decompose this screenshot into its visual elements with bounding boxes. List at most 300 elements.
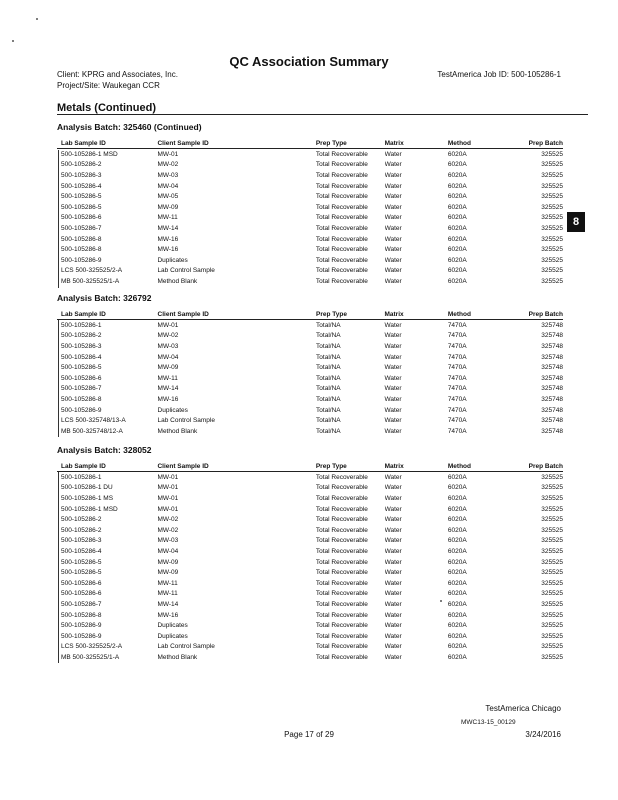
cell-lab-sample-id: 500-105286-6 xyxy=(61,579,102,587)
batch-table xyxy=(57,309,563,437)
cell-lab-sample-id: MB 500-325525/1-A xyxy=(61,277,120,285)
cell-prep-type: Total Recoverable xyxy=(315,246,368,254)
cell-method: 6020A xyxy=(447,214,467,222)
cell-lab-sample-id: 500-105286-6 xyxy=(61,590,102,598)
cell-lab-sample-id: 500-105286-5 xyxy=(61,558,102,566)
cell-prep-type: Total Recoverable xyxy=(315,494,368,502)
cell-client-sample-id: MW-01 xyxy=(157,484,179,492)
cell-prep-batch: 325525 xyxy=(541,203,563,211)
batch-title: Analysis Batch: 325460 (Continued) xyxy=(57,122,202,132)
cell-matrix: Water xyxy=(384,203,402,211)
cell-client-sample-id: MW-01 xyxy=(157,505,179,513)
cell-method: 7470A xyxy=(447,374,467,382)
cell-matrix: Water xyxy=(384,150,402,158)
cell-method: 7470A xyxy=(447,385,467,393)
cell-prep-type: Total Recoverable xyxy=(315,256,368,264)
column-header-lab-sample-id: Lab Sample ID xyxy=(57,309,158,320)
column-header-prep-batch: Prep Batch xyxy=(511,138,563,149)
cell-method: 7470A xyxy=(447,353,467,361)
cell-client-sample-id: MW-04 xyxy=(157,353,179,361)
cell-client-sample-id: MW-16 xyxy=(157,611,179,619)
cell-lab-sample-id: LCS 500-325525/2-A xyxy=(61,267,123,275)
cell-client-sample-id: MW-11 xyxy=(157,590,178,598)
cell-lab-sample-id: LCS 500-325748/13-A xyxy=(61,417,126,425)
cell-method: 6020A xyxy=(447,473,467,481)
cell-prep-batch: 325525 xyxy=(541,246,563,254)
scan-speck xyxy=(12,40,14,42)
column-header-method: Method xyxy=(448,309,511,320)
cell-prep-type: Total Recoverable xyxy=(315,224,368,232)
cell-client-sample-id: MW-09 xyxy=(157,364,179,372)
cell-client-sample-id: Duplicates xyxy=(157,406,188,414)
cell-prep-batch: 325525 xyxy=(541,526,563,534)
cell-prep-type: Total Recoverable xyxy=(315,611,368,619)
cell-client-sample-id: MW-03 xyxy=(157,171,179,179)
table-row xyxy=(57,631,563,642)
cell-method: 6020A xyxy=(447,547,467,555)
cell-lab-sample-id: 500-105286-3 xyxy=(61,342,102,350)
cell-prep-batch: 325748 xyxy=(541,427,563,435)
cell-prep-batch: 325525 xyxy=(541,267,563,275)
table-row xyxy=(57,599,563,610)
cell-prep-batch: 325525 xyxy=(541,611,563,619)
cell-prep-type: Total Recoverable xyxy=(315,214,368,222)
cell-lab-sample-id: 500-105286-4 xyxy=(61,547,102,555)
cell-matrix: Water xyxy=(384,473,402,481)
batch-table xyxy=(57,138,563,287)
cell-client-sample-id: MW-14 xyxy=(157,600,179,608)
cell-lab-sample-id: 500-105286-2 xyxy=(61,161,102,169)
column-header-prep-batch: Prep Batch xyxy=(511,461,563,472)
project-site: Project/Site: Waukegan CCR xyxy=(57,81,160,90)
cell-prep-batch: 325525 xyxy=(541,473,563,481)
cell-client-sample-id: MW-14 xyxy=(157,224,179,232)
scan-speck xyxy=(440,600,442,602)
cell-prep-batch: 325525 xyxy=(541,643,563,651)
cell-client-sample-id: MW-11 xyxy=(157,374,178,382)
cell-lab-sample-id: 500-105286-8 xyxy=(61,235,102,243)
cell-method: 6020A xyxy=(447,277,467,285)
cell-client-sample-id: Method Blank xyxy=(157,277,198,285)
cell-method: 7470A xyxy=(447,364,467,372)
cell-matrix: Water xyxy=(384,537,402,545)
cell-prep-type: Total Recoverable xyxy=(315,579,368,587)
cell-prep-batch: 325525 xyxy=(541,256,563,264)
cell-prep-type: Total Recoverable xyxy=(315,182,368,190)
cell-matrix: Water xyxy=(384,484,402,492)
cell-matrix: Water xyxy=(384,505,402,513)
table-row xyxy=(57,514,563,525)
column-header-client-sample-id: Client Sample ID xyxy=(157,461,315,472)
cell-prep-batch: 325525 xyxy=(541,193,563,201)
cell-client-sample-id: Lab Control Sample xyxy=(157,643,215,651)
cell-method: 7470A xyxy=(447,321,467,329)
cell-prep-type: Total Recoverable xyxy=(315,526,368,534)
cell-matrix: Water xyxy=(384,256,402,264)
cell-prep-batch: 325525 xyxy=(541,516,563,524)
cell-matrix: Water xyxy=(384,235,402,243)
cell-method: 6020A xyxy=(447,171,467,179)
cell-prep-type: Total Recoverable xyxy=(315,590,368,598)
table-header-row xyxy=(57,138,563,149)
cell-lab-sample-id: 500-105286-8 xyxy=(61,611,102,619)
cell-matrix: Water xyxy=(384,406,402,414)
cell-lab-sample-id: 500-105286-4 xyxy=(61,353,102,361)
cell-client-sample-id: MW-01 xyxy=(157,494,179,502)
column-header-method: Method xyxy=(448,138,511,149)
cell-prep-type: Total Recoverable xyxy=(315,547,368,555)
table-row xyxy=(57,202,563,213)
cell-client-sample-id: MW-16 xyxy=(157,395,179,403)
table-row xyxy=(57,483,563,494)
cell-prep-type: Total/NA xyxy=(316,364,341,372)
batch-table xyxy=(57,461,563,663)
cell-method: 6020A xyxy=(447,267,467,275)
cell-client-sample-id: MW-14 xyxy=(157,385,179,393)
cell-prep-batch: 325748 xyxy=(541,395,563,403)
cell-method: 6020A xyxy=(447,246,467,254)
cell-prep-type: Total/NA xyxy=(316,374,341,382)
cell-matrix: Water xyxy=(384,427,402,435)
table-row xyxy=(57,472,563,483)
cell-matrix: Water xyxy=(384,385,402,393)
cell-prep-batch: 325748 xyxy=(541,353,563,361)
cell-method: 6020A xyxy=(447,526,467,534)
cell-prep-batch: 325748 xyxy=(541,385,563,393)
cell-prep-batch: 325525 xyxy=(541,632,563,640)
table-row xyxy=(57,341,563,352)
cell-client-sample-id: MW-09 xyxy=(157,558,179,566)
table-row xyxy=(57,234,563,245)
cell-matrix: Water xyxy=(384,364,402,372)
table-row xyxy=(57,620,563,631)
table-row xyxy=(57,160,563,171)
cell-matrix: Water xyxy=(384,277,402,285)
cell-prep-batch: 325525 xyxy=(541,277,563,285)
cell-method: 6020A xyxy=(447,516,467,524)
cell-method: 7470A xyxy=(447,417,467,425)
cell-lab-sample-id: 500-105286-5 xyxy=(61,203,102,211)
column-header-prep-type: Prep Type xyxy=(316,138,385,149)
cell-method: 6020A xyxy=(447,224,467,232)
cell-matrix: Water xyxy=(384,494,402,502)
table-row xyxy=(57,331,563,342)
column-header-matrix: Matrix xyxy=(385,138,448,149)
cell-method: 6020A xyxy=(447,611,467,619)
cell-matrix: Water xyxy=(384,590,402,598)
table-row xyxy=(57,223,563,234)
cell-prep-type: Total/NA xyxy=(316,427,341,435)
cell-prep-type: Total Recoverable xyxy=(315,150,368,158)
cell-prep-type: Total Recoverable xyxy=(315,267,368,275)
table-row xyxy=(57,394,563,405)
column-header-client-sample-id: Client Sample ID xyxy=(158,309,317,320)
cell-prep-batch: 325748 xyxy=(541,321,563,329)
page-number: Page 17 of 29 xyxy=(284,730,334,739)
cell-prep-batch: 325525 xyxy=(541,653,563,661)
cell-prep-type: Total Recoverable xyxy=(315,505,368,513)
cell-lab-sample-id: 500-105286-8 xyxy=(61,246,102,254)
table-row xyxy=(57,578,563,589)
cell-client-sample-id: MW-11 xyxy=(157,579,178,587)
cell-client-sample-id: Lab Control Sample xyxy=(157,417,215,425)
cell-lab-sample-id: 500-105286-1 xyxy=(61,473,102,481)
cell-prep-batch: 325748 xyxy=(541,342,563,350)
cell-method: 6020A xyxy=(447,632,467,640)
column-header-method: Method xyxy=(448,461,511,472)
cell-method: 6020A xyxy=(447,569,467,577)
cell-lab-sample-id: 500-105286-8 xyxy=(61,395,102,403)
table-row xyxy=(57,493,563,504)
cell-method: 7470A xyxy=(447,342,467,350)
cell-matrix: Water xyxy=(384,600,402,608)
section-title: Metals (Continued) xyxy=(57,102,156,114)
table-row xyxy=(57,652,563,663)
footer-company: TestAmerica Chicago xyxy=(485,704,561,713)
cell-method: 7470A xyxy=(447,427,467,435)
table-header-row xyxy=(57,461,563,472)
cell-lab-sample-id: 500-105286-7 xyxy=(61,385,102,393)
cell-prep-batch: 325525 xyxy=(541,224,563,232)
cell-prep-type: Total Recoverable xyxy=(315,622,368,630)
cell-lab-sample-id: MB 500-325525/1-A xyxy=(61,653,120,661)
cell-lab-sample-id: 500-105286-4 xyxy=(61,182,102,190)
cell-matrix: Water xyxy=(384,417,402,425)
cell-lab-sample-id: 500-105286-1 xyxy=(61,321,102,329)
cell-method: 6020A xyxy=(447,590,467,598)
cell-client-sample-id: MW-01 xyxy=(157,150,179,158)
cell-prep-batch: 325525 xyxy=(541,214,563,222)
table-row xyxy=(57,181,563,192)
table-row xyxy=(57,244,563,255)
table-row xyxy=(57,320,563,331)
cell-matrix: Water xyxy=(384,632,402,640)
cell-method: 6020A xyxy=(447,150,467,158)
cell-prep-type: Total/NA xyxy=(316,353,341,361)
cell-matrix: Water xyxy=(384,224,402,232)
cell-lab-sample-id: 500-105286-5 xyxy=(61,569,102,577)
cell-client-sample-id: MW-16 xyxy=(157,246,179,254)
cell-prep-batch: 325525 xyxy=(541,161,563,169)
cell-method: 6020A xyxy=(447,505,467,513)
cell-lab-sample-id: 500-105286-9 xyxy=(61,632,102,640)
cell-method: 6020A xyxy=(447,494,467,502)
cell-lab-sample-id: 500-105286-9 xyxy=(61,622,102,630)
cell-matrix: Water xyxy=(384,353,402,361)
cell-prep-batch: 325748 xyxy=(541,364,563,372)
cell-method: 6020A xyxy=(447,193,467,201)
cell-lab-sample-id: 500-105286-3 xyxy=(61,171,102,179)
table-row xyxy=(57,266,563,277)
cell-client-sample-id: MW-04 xyxy=(157,547,179,555)
cell-client-sample-id: MW-03 xyxy=(157,342,179,350)
table-header-row xyxy=(57,309,563,320)
cell-matrix: Water xyxy=(384,579,402,587)
cell-lab-sample-id: MB 500-325748/12-A xyxy=(61,427,123,435)
cell-prep-batch: 325525 xyxy=(541,235,563,243)
cell-client-sample-id: MW-09 xyxy=(157,203,179,211)
cell-prep-type: Total Recoverable xyxy=(315,473,368,481)
column-header-lab-sample-id: Lab Sample ID xyxy=(57,138,157,149)
page-title: QC Association Summary xyxy=(229,54,389,69)
cell-prep-batch: 325525 xyxy=(541,622,563,630)
table-row xyxy=(57,589,563,600)
cell-client-sample-id: MW-01 xyxy=(157,321,179,329)
cell-lab-sample-id: 500-105286-6 xyxy=(61,214,102,222)
cell-prep-type: Total Recoverable xyxy=(315,643,368,651)
table-row xyxy=(57,610,563,621)
cell-prep-batch: 325525 xyxy=(541,590,563,598)
cell-prep-batch: 325525 xyxy=(541,600,563,608)
cell-prep-batch: 325525 xyxy=(541,558,563,566)
cell-matrix: Water xyxy=(384,246,402,254)
table-row xyxy=(57,557,563,568)
cell-client-sample-id: Duplicates xyxy=(157,632,188,640)
cell-matrix: Water xyxy=(384,332,402,340)
cell-prep-batch: 325525 xyxy=(541,150,563,158)
batch-title: Analysis Batch: 328052 xyxy=(57,445,152,455)
job-id: TestAmerica Job ID: 500-105286-1 xyxy=(437,70,561,79)
cell-matrix: Water xyxy=(384,342,402,350)
table-row xyxy=(57,384,563,395)
table-row xyxy=(57,567,563,578)
cell-prep-batch: 325525 xyxy=(541,547,563,555)
cell-matrix: Water xyxy=(384,611,402,619)
cell-matrix: Water xyxy=(384,321,402,329)
cell-client-sample-id: Method Blank xyxy=(157,653,198,661)
cell-prep-type: Total Recoverable xyxy=(315,600,368,608)
table-row xyxy=(57,255,563,266)
cell-matrix: Water xyxy=(384,214,402,222)
cell-client-sample-id: Duplicates xyxy=(157,256,188,264)
cell-matrix: Water xyxy=(384,547,402,555)
cell-prep-type: Total/NA xyxy=(316,406,341,414)
cell-prep-type: Total/NA xyxy=(316,321,341,329)
cell-client-sample-id: MW-02 xyxy=(157,332,179,340)
cell-prep-batch: 325525 xyxy=(541,171,563,179)
table-row xyxy=(57,504,563,515)
column-header-lab-sample-id: Lab Sample ID xyxy=(57,461,157,472)
table-row xyxy=(57,536,563,547)
cell-matrix: Water xyxy=(384,267,402,275)
cell-prep-type: Total/NA xyxy=(316,395,341,403)
cell-prep-batch: 325525 xyxy=(541,182,563,190)
cell-prep-type: Total/NA xyxy=(316,342,341,350)
table-row xyxy=(57,373,563,384)
cell-client-sample-id: MW-11 xyxy=(157,214,178,222)
cell-prep-type: Total Recoverable xyxy=(315,235,368,243)
cell-client-sample-id: MW-05 xyxy=(157,193,179,201)
cell-lab-sample-id: 500-105286-1 MSD xyxy=(61,150,118,158)
cell-lab-sample-id: 500-105286-2 xyxy=(61,516,102,524)
table-row xyxy=(57,415,563,426)
cell-lab-sample-id: 500-105286-5 xyxy=(61,193,102,201)
table-row xyxy=(57,191,563,202)
table-row xyxy=(57,642,563,653)
cell-prep-batch: 325525 xyxy=(541,537,563,545)
cell-method: 6020A xyxy=(447,537,467,545)
cell-client-sample-id: MW-01 xyxy=(157,473,179,481)
cell-method: 6020A xyxy=(447,161,467,169)
cell-prep-batch: 325525 xyxy=(541,494,563,502)
cell-matrix: Water xyxy=(384,622,402,630)
cell-method: 6020A xyxy=(447,484,467,492)
cell-matrix: Water xyxy=(384,653,402,661)
cell-matrix: Water xyxy=(384,643,402,651)
table-row xyxy=(57,170,563,181)
cell-prep-type: Total Recoverable xyxy=(315,203,368,211)
cell-matrix: Water xyxy=(384,171,402,179)
cell-matrix: Water xyxy=(384,395,402,403)
column-header-matrix: Matrix xyxy=(384,309,447,320)
cell-method: 7470A xyxy=(447,332,467,340)
cell-matrix: Water xyxy=(384,569,402,577)
cell-lab-sample-id: 500-105286-7 xyxy=(61,600,102,608)
cell-lab-sample-id: LCS 500-325525/2-A xyxy=(61,643,123,651)
cell-prep-type: Total Recoverable xyxy=(315,193,368,201)
margin-bracket xyxy=(58,472,62,663)
cell-method: 6020A xyxy=(447,235,467,243)
cell-lab-sample-id: 500-105286-6 xyxy=(61,374,102,382)
cell-method: 6020A xyxy=(447,256,467,264)
cell-prep-batch: 325748 xyxy=(541,374,563,382)
cell-prep-batch: 325748 xyxy=(541,417,563,425)
cell-method: 6020A xyxy=(447,203,467,211)
cell-prep-type: Total Recoverable xyxy=(315,277,368,285)
cell-prep-batch: 325525 xyxy=(541,484,563,492)
cell-matrix: Water xyxy=(384,374,402,382)
table-row xyxy=(57,276,563,287)
cell-matrix: Water xyxy=(384,558,402,566)
cell-prep-type: Total Recoverable xyxy=(315,653,368,661)
batch-title: Analysis Batch: 326792 xyxy=(57,293,152,303)
footer-code: MWC13-15_00129 xyxy=(461,719,516,726)
cell-method: 7470A xyxy=(447,406,467,414)
cell-matrix: Water xyxy=(384,161,402,169)
table-row xyxy=(57,149,563,160)
table-row xyxy=(57,405,563,416)
table-row xyxy=(57,426,563,437)
cell-prep-type: Total Recoverable xyxy=(315,537,368,545)
cell-matrix: Water xyxy=(384,182,402,190)
cell-lab-sample-id: 500-105286-3 xyxy=(61,537,102,545)
cell-prep-batch: 325525 xyxy=(541,579,563,587)
table-row xyxy=(57,525,563,536)
table-row xyxy=(57,546,563,557)
cell-lab-sample-id: 500-105286-7 xyxy=(61,224,102,232)
cell-method: 6020A xyxy=(447,558,467,566)
cell-method: 6020A xyxy=(447,600,467,608)
cell-prep-type: Total/NA xyxy=(316,417,341,425)
cell-lab-sample-id: 500-105286-9 xyxy=(61,406,102,414)
report-date: 3/24/2016 xyxy=(525,730,561,739)
cell-lab-sample-id: 500-105286-1 MSD xyxy=(61,505,118,513)
table-row xyxy=(57,362,563,373)
cell-lab-sample-id: 500-105286-1 MS xyxy=(61,494,114,502)
cell-prep-type: Total Recoverable xyxy=(315,161,368,169)
cell-client-sample-id: MW-02 xyxy=(157,161,179,169)
column-header-client-sample-id: Client Sample ID xyxy=(157,138,315,149)
cell-method: 7470A xyxy=(447,395,467,403)
cell-matrix: Water xyxy=(384,193,402,201)
client-name: Client: KPRG and Associates, Inc. xyxy=(57,70,178,79)
table-row xyxy=(57,352,563,363)
cell-lab-sample-id: 500-105286-2 xyxy=(61,332,102,340)
cell-prep-batch: 325525 xyxy=(541,569,563,577)
cell-client-sample-id: MW-04 xyxy=(157,182,179,190)
cell-prep-batch: 325748 xyxy=(541,332,563,340)
cell-matrix: Water xyxy=(384,526,402,534)
